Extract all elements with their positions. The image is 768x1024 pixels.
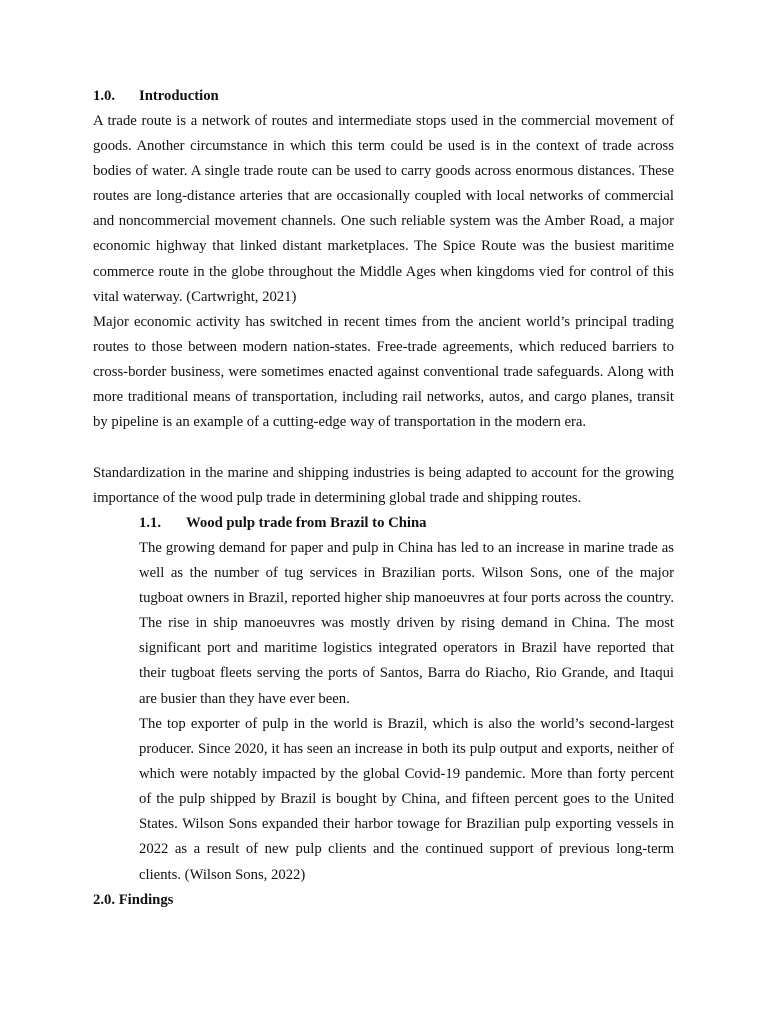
subsection-title: Wood pulp trade from Brazil to China <box>186 515 427 531</box>
subsection-paragraph-2: The top exporter of pulp in the world is Brazil, which is also the world’s second-largest producer. Since 2020, it has seen an increase in both its pulp output and exports, neither of which were notably impacted by the global Covid-19 pandemic. More than forty percent of the pulp shipped by Brazil is bought by China, and fifteen percent goes to the United States. Wilson Sons expanded their harbor towage for Brazilian pulp exporting vessels in 2022 as a result of new pulp clients and the continued support of previous long-term clients. (Wilson Sons, 2022) <box>139 716 674 883</box>
subsection-heading-wood-pulp <box>139 511 426 536</box>
subsection-number: 1.1. <box>139 515 162 531</box>
section-title: Introduction <box>139 88 219 104</box>
intro-paragraph-2: Major economic activity has switched in recent times from the ancient world’s principal trading routes to those between modern nation-states. Free-trade agreements, which reduced barriers to cross-border business, were sometimes enacted against conventional trade safeguards. Along with more traditional means of transportation, including rail networks, autos, and cargo planes, transit by pipeline is an example of a cutting-edge way of transportation in the modern era. <box>93 314 674 431</box>
section-heading-introduction <box>93 84 219 109</box>
section-number: 1.0. <box>93 88 116 104</box>
subsection-paragraph-1: The growing demand for paper and pulp in China has led to an increase in marine trade as well as the number of tug services in Brazilian ports. Wilson Sons, one of the major tugboat owners in Brazil, reported higher ship manoeuvres at four ports across the country. The rise in ship manoeuvres was mostly driven by rising demand in China. The most significant port and maritime logistics integrated operators in Brazil have reported that their tugboat fleets serving the ports of Santos, Barra do Riacho, Rio Grande, and Itaqui are busier than they have ever been. <box>139 540 674 707</box>
intro-paragraph-3: Standardization in the marine and shipping industries is being adapted to account for the growing importance of the wood pulp trade in determining global trade and shipping routes. <box>93 465 674 507</box>
intro-paragraph-1: A trade route is a network of routes and intermediate stops used in the commercial movement of goods. Another circumstance in which this term could be used is in the context of trade across bodies of water. A single trade route can be used to carry goods across enormous distances. These routes are long-distance arteries that are occasionally coupled with local networks of commercial and noncommercial movement channels. One such reliable system was the Amber Road, a major economic highway that linked distant marketplaces. The Spice Route was the busiest maritime commerce route in the globe throughout the Middle Ages when kingdoms vied for control of this vital waterway. (Cartwright, 2021) <box>93 113 674 305</box>
section-heading-findings: 2.0. Findings <box>93 892 174 908</box>
